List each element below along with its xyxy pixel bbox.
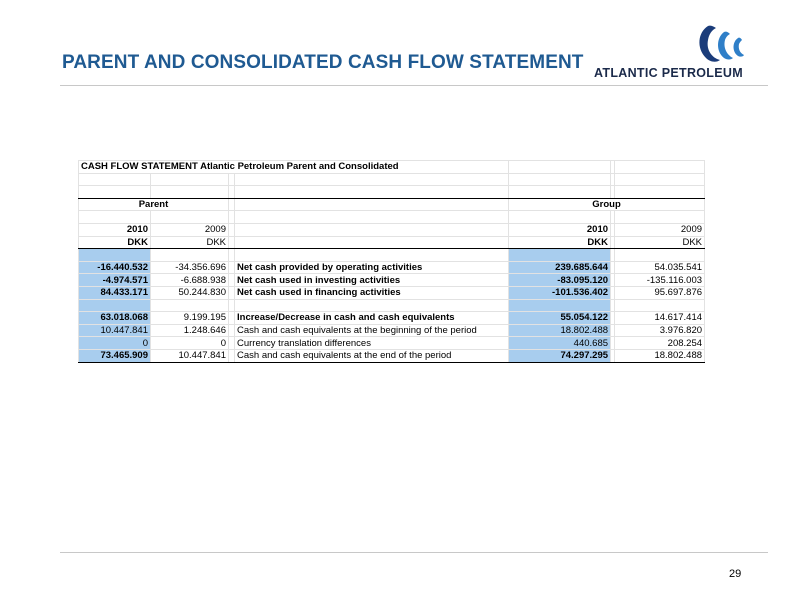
parent-2010-cell: 73.465.909: [79, 349, 151, 362]
year-header: 2009: [151, 223, 229, 236]
table-row: [79, 349, 705, 362]
table-title-row: [79, 161, 705, 174]
group-2010-cell: 18.802.488: [509, 324, 611, 337]
blank-row: [79, 173, 705, 186]
parent-2010-cell: 0: [79, 337, 151, 350]
parent-2009-cell: 0: [151, 337, 229, 350]
parent-header: Parent: [79, 198, 229, 211]
group-2009-cell: 208.254: [615, 337, 705, 350]
row-label: Increase/Decrease in cash and cash equivalents: [235, 312, 509, 325]
unit-header: DKK: [151, 236, 229, 249]
row-label: Cash and cash equivalents at the beginning of the period: [235, 324, 509, 337]
group-2010-cell: -101.536.402: [509, 286, 611, 299]
section-header-row: [79, 198, 705, 211]
year-header: 2010: [509, 223, 611, 236]
parent-2009-cell: -6.688.938: [151, 274, 229, 287]
row-label: Currency translation differences: [235, 337, 509, 350]
group-2010-cell: 239.685.644: [509, 261, 611, 274]
parent-2009-cell: 1.248.646: [151, 324, 229, 337]
row-label: Net cash provided by operating activities: [235, 261, 509, 274]
parent-2010-cell: 63.018.068: [79, 312, 151, 325]
parent-2010-cell: 10.447.841: [79, 324, 151, 337]
spacer-row: [79, 299, 705, 312]
group-2009-cell: 54.035.541: [615, 261, 705, 274]
group-2010-cell: 440.685: [509, 337, 611, 350]
atlantic-petroleum-wave-icon: [694, 22, 754, 66]
unit-header: DKK: [509, 236, 611, 249]
unit-header: DKK: [615, 236, 705, 249]
parent-2009-cell: 9.199.195: [151, 312, 229, 325]
table-row: [79, 274, 705, 287]
parent-2009-cell: 10.447.841: [151, 349, 229, 362]
page-title: PARENT AND CONSOLIDATED CASH FLOW STATEMENT: [62, 52, 584, 73]
row-label: Net cash used in financing activities: [235, 286, 509, 299]
table-row: [79, 312, 705, 325]
year-header: 2009: [615, 223, 705, 236]
group-2010-cell: 74.297.295: [509, 349, 611, 362]
group-2010-cell: 55.054.122: [509, 312, 611, 325]
parent-2010-cell: -16.440.532: [79, 261, 151, 274]
parent-2009-cell: -34.356.696: [151, 261, 229, 274]
group-2009-cell: 14.617.414: [615, 312, 705, 325]
header-rule: [60, 85, 768, 86]
footer-rule: [60, 552, 768, 553]
table-row: [79, 286, 705, 299]
page-number: 29: [729, 568, 742, 580]
group-2009-cell: 3.976.820: [615, 324, 705, 337]
year-header-row: [79, 223, 705, 236]
table-row: [79, 261, 705, 274]
parent-2009-cell: 50.244.830: [151, 286, 229, 299]
spacer-row: [79, 249, 705, 262]
parent-2010-cell: 84.433.171: [79, 286, 151, 299]
company-logo: [594, 22, 770, 84]
row-label: Net cash used in investing activities: [235, 274, 509, 287]
cash-flow-table: [78, 160, 705, 363]
group-2009-cell: 18.802.488: [615, 349, 705, 362]
blank-row: [79, 186, 705, 199]
row-label: Cash and cash equivalents at the end of the period: [235, 349, 509, 362]
group-2010-cell: -83.095.120: [509, 274, 611, 287]
logo-text: ATLANTIC PETROLEUM: [594, 66, 743, 80]
group-2009-cell: -135.116.003: [615, 274, 705, 287]
group-header: Group: [509, 198, 705, 211]
table-row: [79, 324, 705, 337]
unit-header: DKK: [79, 236, 151, 249]
blank-row: [79, 211, 705, 224]
group-2009-cell: 95.697.876: [615, 286, 705, 299]
unit-header-row: [79, 236, 705, 249]
year-header: 2010: [79, 223, 151, 236]
parent-2010-cell: -4.974.571: [79, 274, 151, 287]
table-title: CASH FLOW STATEMENT Atlantic Petroleum Parent and Consolidated: [79, 161, 509, 174]
table-row: [79, 337, 705, 350]
